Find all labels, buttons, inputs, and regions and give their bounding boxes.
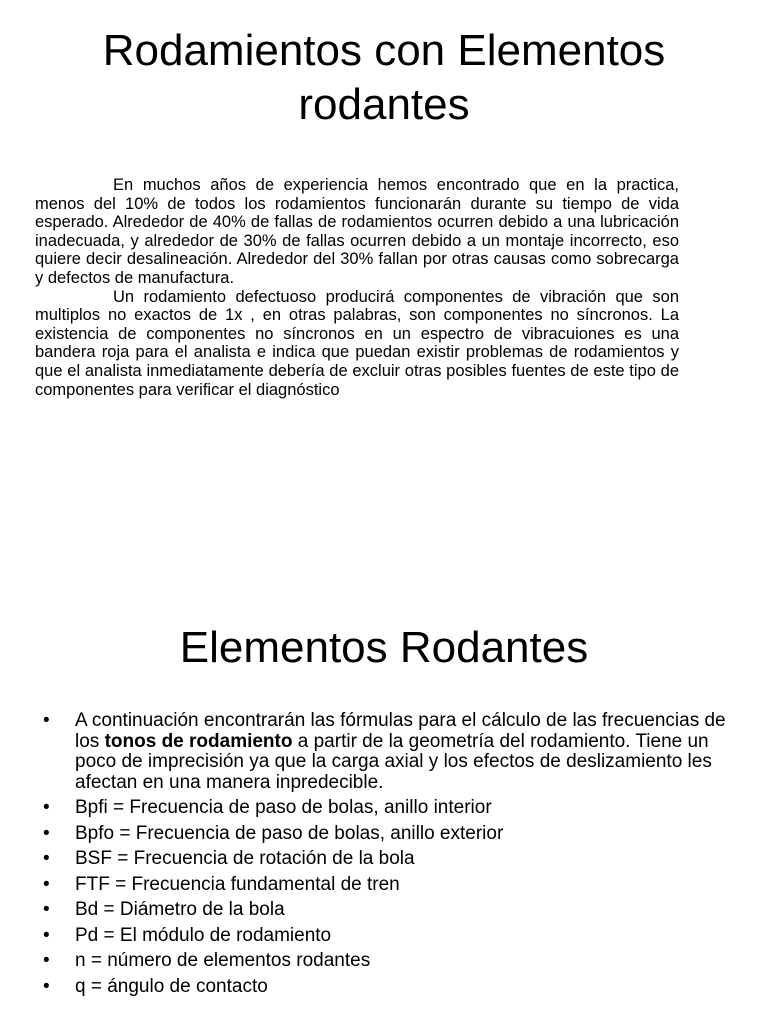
intro-text-after: a partir de la geometría del rodamiento. Tiene un poco de imprecisión ya que la carga axial y los efectos de deslizamiento les afectan en una manera inpredecible. xyxy=(75,730,712,793)
bullet-dot: • xyxy=(43,899,50,920)
bullet-text: q = ángulo de contacto xyxy=(75,975,268,997)
bullet-item xyxy=(40,977,730,998)
intro-text-bold: tonos de rodamiento xyxy=(104,730,293,752)
slide2-title: Elementos Rodantes xyxy=(179,623,589,672)
intro-text-before: A continuación encontrarán las fórmulas para el cálculo de las frecuencias de los xyxy=(75,710,726,752)
bullet-dot: • xyxy=(43,873,50,895)
bullet-text: BSF = Frecuencia de rotación de la bola xyxy=(75,848,415,869)
bullet-item xyxy=(40,926,730,947)
bullet-dot: • xyxy=(43,797,50,818)
slide1-paragraph-2: Un rodamiento defectuoso producirá componentes de vibración que son multiplos no exactos de 1x , en otras palabras, son componentes no síncronos. La existencia de componentes no síncronos en un espectro de vibracuiones es una bandera roja para el analista e indica que puedan existir problemas de rodamientos y que el analista inmediatamente debería de excluir otras posibles fuentes de este tipo de componentes para verificar el diagnóstico xyxy=(35,287,679,399)
bullet-dot: • xyxy=(43,924,50,946)
bullet-text: Pd = El módulo de rodamiento xyxy=(75,924,332,946)
bullet-dot: • xyxy=(43,950,50,971)
bullet-text: FTF = Frecuencia fundamental de tren xyxy=(75,873,400,895)
bullet-dot: • xyxy=(43,848,50,869)
bullet-item xyxy=(40,798,730,819)
bullet-dot: • xyxy=(43,822,50,844)
bullet-text: Bpfo = Frecuencia de paso de bolas, anillo exterior xyxy=(75,822,504,844)
bullet-text: n = número de elementos rodantes xyxy=(75,950,371,971)
bullet-item xyxy=(40,900,730,921)
slide2-bullet-list xyxy=(40,711,730,1002)
slide1-paragraph-1: En muchos años de experiencia hemos encontrado que en la practica, menos del 10% de todos los rodamientos funcionarán durante su tiempo de vida esperado. Alrededor de 40% de fallas de rodamientos ocurren debido a una lubricación inadecuada, y alrededor de 30% de fallas ocurren debido a un montaje incorrecto, eso quiere decir desalineación. Alrededor del 30% fallan por otras causas como sobrecarga y defectos de manufactura. xyxy=(35,176,679,287)
bullet-item xyxy=(40,849,730,870)
slide1-body xyxy=(35,176,679,399)
bullet-item xyxy=(40,875,730,896)
bullet-item xyxy=(40,824,730,845)
bullet-text: Bd = Diámetro de la bola xyxy=(75,899,285,920)
bullet-item xyxy=(40,951,730,972)
slide1-title: Rodamientos con Elementos rodantes xyxy=(102,26,666,129)
bullet-text: Bpfi = Frecuencia de paso de bolas, anillo interior xyxy=(75,797,492,818)
bullet-item-intro xyxy=(40,711,730,793)
bullet-dot: • xyxy=(43,975,50,997)
bullet-dot: • xyxy=(43,710,50,731)
